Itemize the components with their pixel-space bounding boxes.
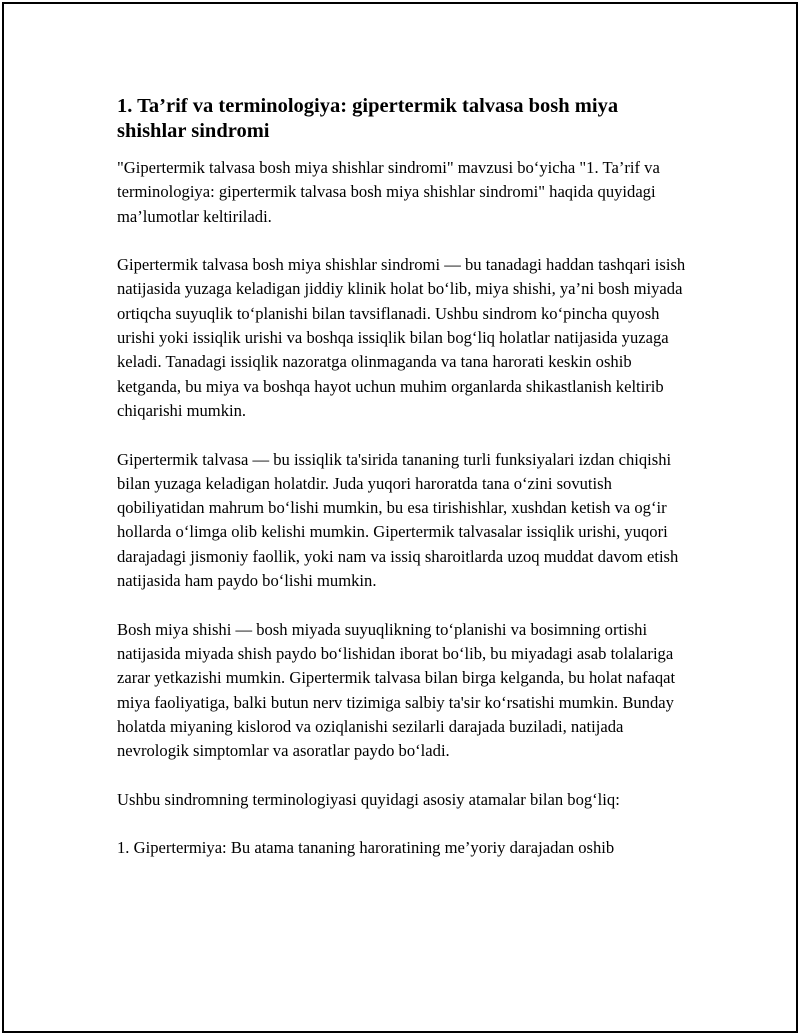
document-body [117, 94, 687, 885]
brain-edema-paragraph: Bosh miya shishi — bosh miyada suyuqlikning to‘planishi va bosimning ortishi natijasida miyada shish paydo bo‘lishidan iborat bo‘lib, bu miyadagi asab tolalariga zarar yetkazishi mumkin. Gipertermik talvasa bilan birga kelganda, bu holat nafaqat miya faoliyatiga, balki butun nerv tizimiga salbiy ta'sir ko‘rsatishi mumkin. Bunday holatda miyaning kislorod va oziqlanishi sezilarli darajada buziladi, natijada nevrologik simptomlar va asoratlar paydo bo‘ladi. [117, 619, 676, 761]
section-heading: 1. Ta’rif va terminologiya: gipertermik talvasa bosh miya shishlar sindromi [117, 95, 619, 142]
term-list-item: 1. Gipertermiya: Bu atama tananing haroratining me’yoriy darajadan oshib [117, 838, 615, 858]
terminology-intro-paragraph: Ushbu sindromning terminologiyasi quyidagi asosiy atamalar bilan bog‘liq: [117, 789, 620, 809]
intro-paragraph: "Gipertermik talvasa bosh miya shishlar sindromi" mavzusi bo‘yicha "1. Ta’rif va terminologiya: gipertermik talvasa bosh miya shishlar sindromi" haqida quyidagi ma’lumotlar keltiriladi. [117, 158, 660, 226]
hyperthermic-seizure-paragraph: Gipertermik talvasa — bu issiqlik ta'sirida tananing turli funksiyalari izdan chiqishi bilan yuzaga keladigan holatdir. Juda yuqori haroratda tana o‘zini sovutish qobiliyatidan mahrum bo‘lishi mumkin, bu esa tirishishlar, xushdan ketish va og‘ir hollarda o‘limga olib kelishi mumkin. Gipertermik talvasalar issiqlik urishi, yuqori darajadagi jismoniy faollik, yoki nam va issiq sharoitlarda uzoq muddat davom etish natijasida ham paydo bo‘lishi mumkin. [117, 449, 679, 591]
syndrome-definition-paragraph: Gipertermik talvasa bosh miya shishlar sindromi — bu tanadagi haddan tashqari isish natijasida yuzaga keladigan jiddiy klinik holat bo‘lib, miya shishi, ya’ni bosh miyada ortiqcha suyuqlik to‘planishi bilan tavsiflanadi. Ushbu sindrom ko‘pincha quyosh urishi yoki issiqlik urishi va boshqa issiqlik bilan bog‘liq holatlar natijasida yuzaga keladi. Tanadagi issiqlik nazoratga olinmaganda va tana harorati keskin oshib ketganda, bu miya va boshqa hayot uchun muhim organlarda shikastlanish keltirib chiqarishi mumkin. [117, 255, 686, 420]
